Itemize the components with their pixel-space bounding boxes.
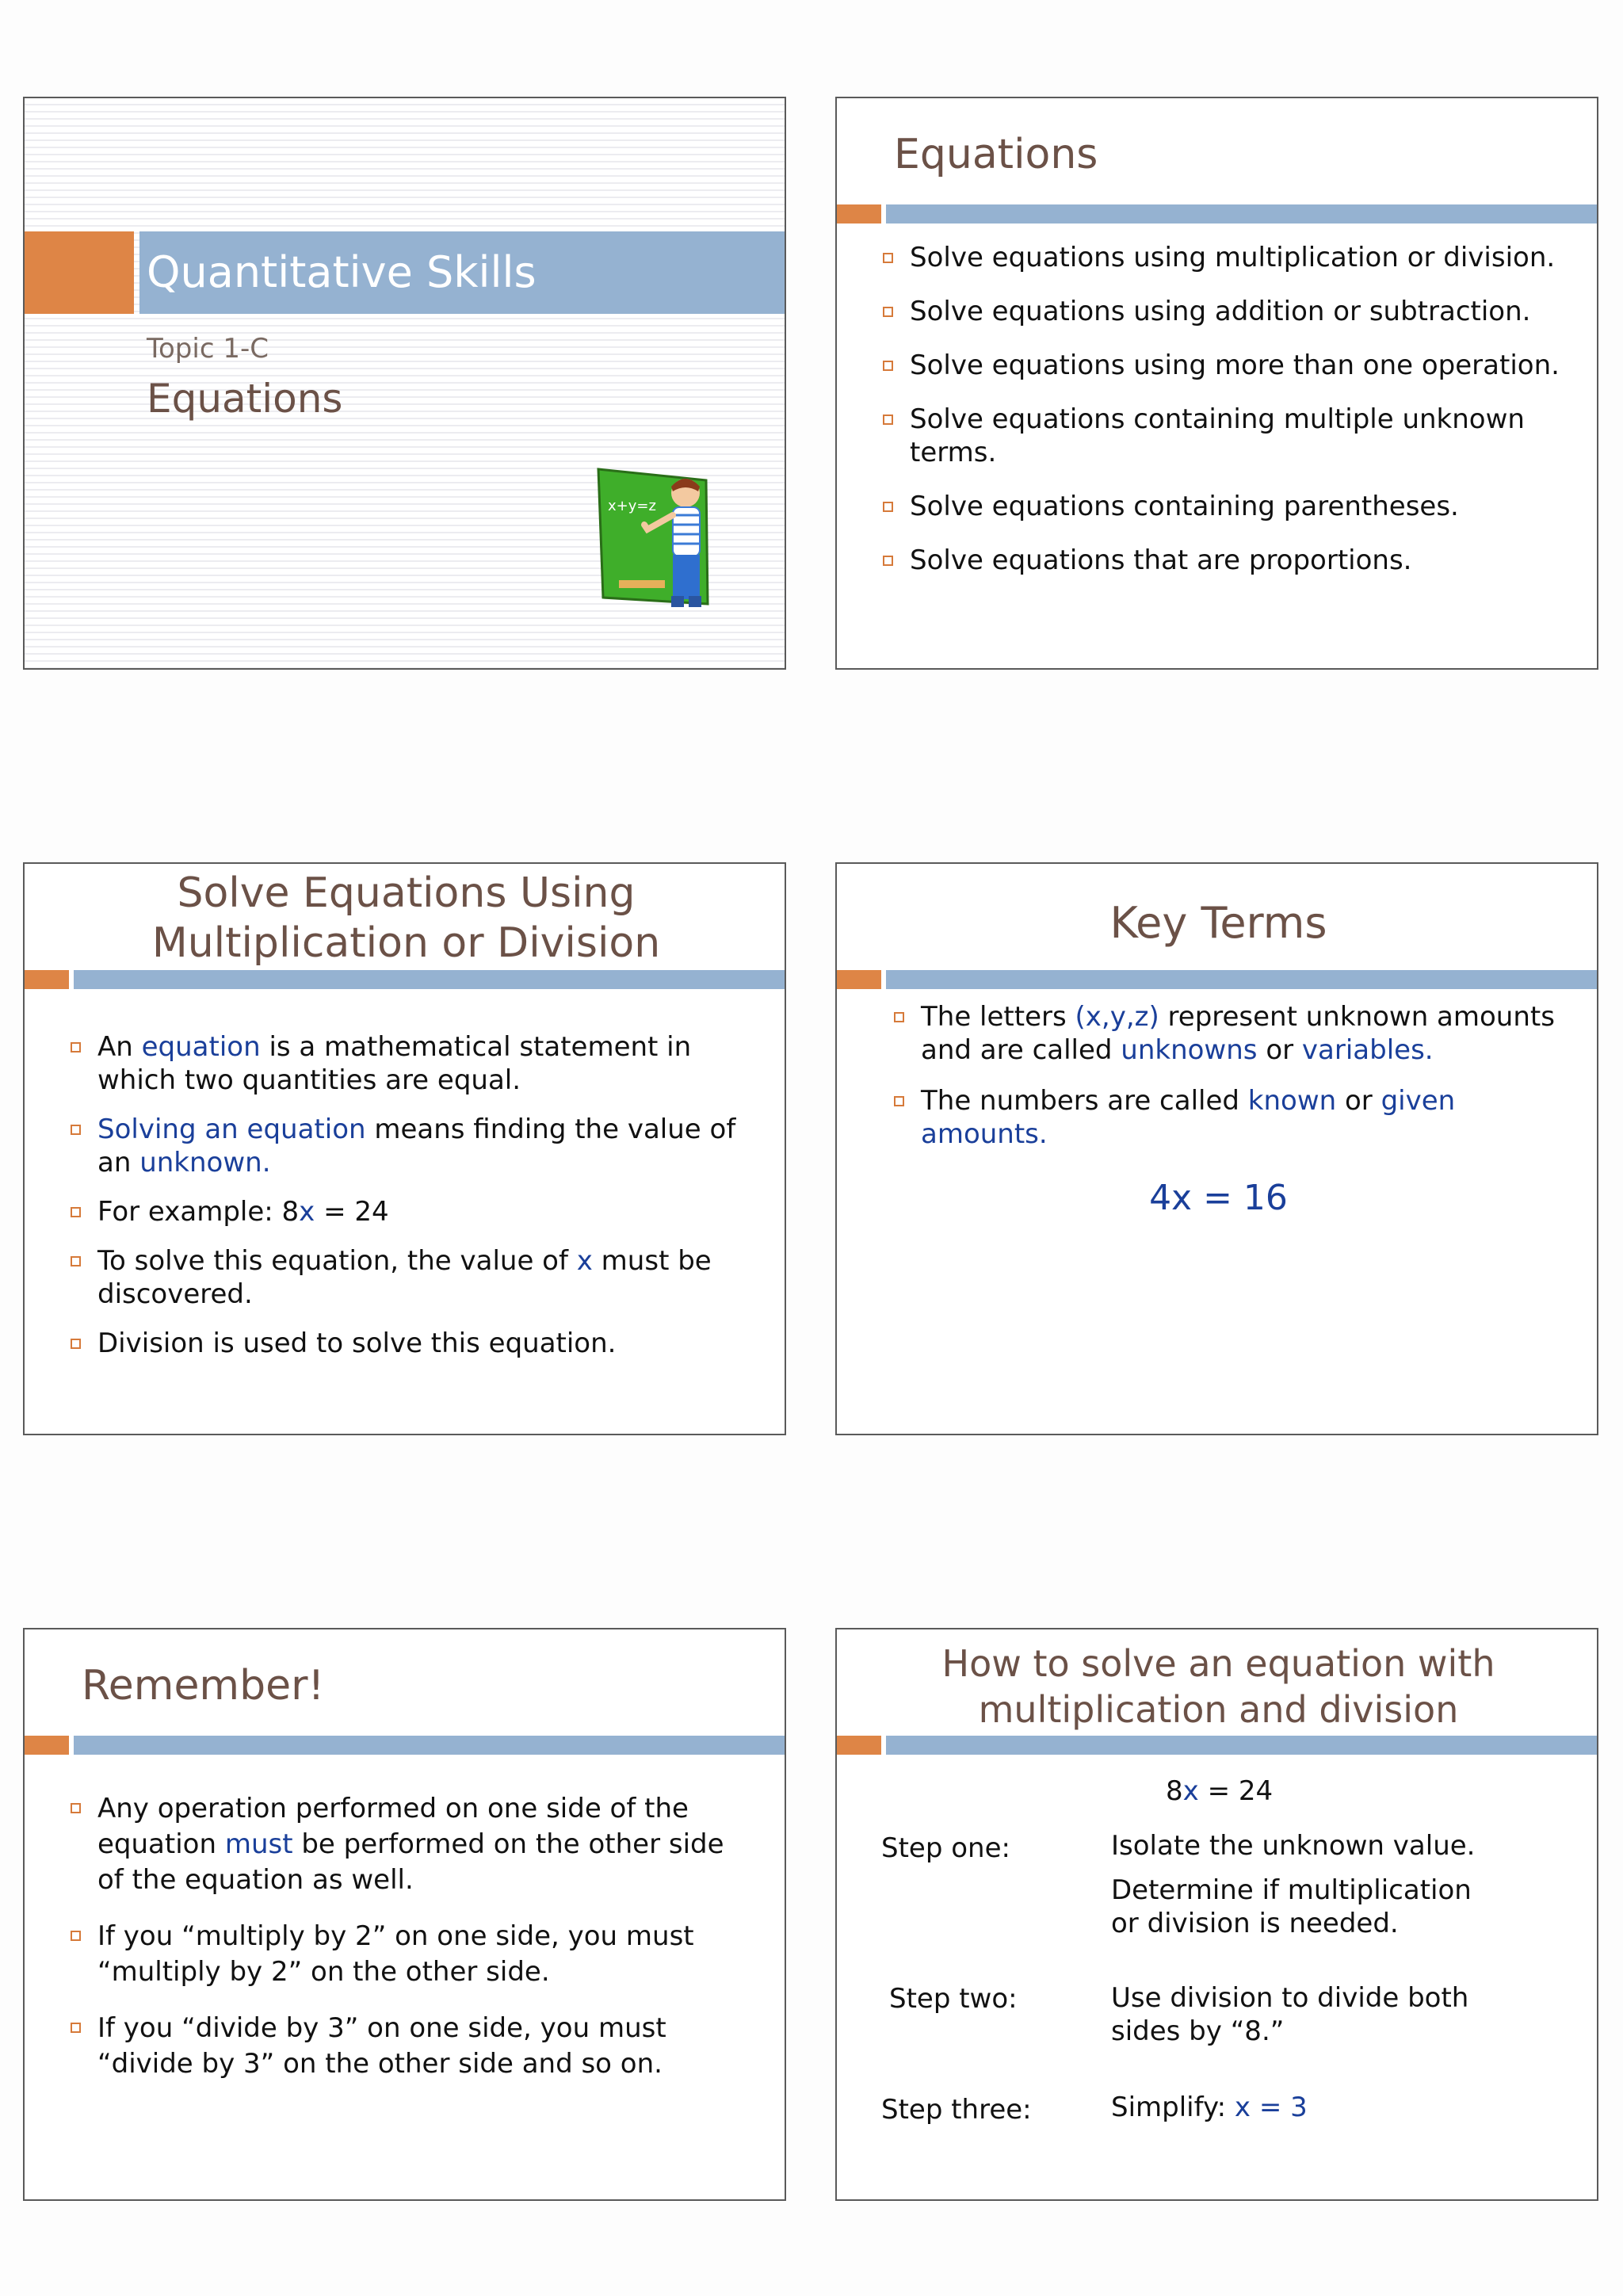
accent-blue-bar [74, 1736, 786, 1755]
slide-how-to-solve [835, 1628, 1598, 2201]
bullet-icon [71, 1207, 81, 1217]
step-one-detail: Determine if multiplication or division is needed. [1111, 1874, 1472, 1939]
list-item: Solving an equation means finding the value of an unknown. [71, 1113, 744, 1179]
step-three-text: Simplify: x = 3 [1111, 2092, 1308, 2123]
step-three-label: Step three: [881, 2094, 1032, 2126]
accent-orange-bar [25, 1736, 69, 1755]
accent-blue-bar [886, 970, 1598, 989]
list-item: Solve equations using addition or subtraction. [883, 295, 1580, 328]
bullet-icon [883, 556, 893, 566]
list-item: Solve equations using multiplication or division. [883, 241, 1580, 274]
list-item: For example: 8x = 24 [71, 1195, 744, 1228]
list-item: Solve equations using more than one operation. [883, 349, 1580, 382]
bullet-icon [894, 1012, 904, 1022]
accent-blue-bar [886, 1736, 1598, 1755]
list-item: Solve equations containing multiple unknown terms. [883, 403, 1580, 469]
slide-remember [23, 1628, 786, 2201]
topic-label: Topic 1-C [147, 333, 269, 365]
slide-multiplication-division [23, 862, 786, 1435]
accent-blue-bar [886, 204, 1598, 223]
accent-blue-bar [74, 970, 786, 989]
accent-orange-bar [25, 970, 69, 989]
step-two-label: Step two: [889, 1983, 1018, 2015]
bullet-icon [883, 253, 893, 263]
teacher-illustration [597, 463, 724, 629]
bullet-icon [71, 1803, 81, 1813]
accent-orange-bar [837, 970, 881, 989]
slide-title: Remember! [82, 1662, 325, 1710]
presentation-subtitle: Equations [147, 376, 343, 422]
objectives-list [883, 241, 1580, 577]
presentation-title: Quantitative Skills [147, 247, 537, 297]
list-item: Solve equations that are proportions. [883, 544, 1580, 577]
example-equation: 8x = 24 [1166, 1775, 1274, 1807]
list-item: Any operation performed on one side of the equation must be performed on the other side of the equation as well. [71, 1791, 744, 1898]
key-terms-list [894, 1000, 1575, 1151]
step-one-label: Step one: [881, 1832, 1010, 1864]
list-item: The numbers are called known or given amounts. [894, 1084, 1575, 1151]
list-item: To solve this equation, the value of x must be discovered. [71, 1244, 744, 1311]
bullet-icon [71, 1042, 81, 1052]
list-item: If you “divide by 3” on one side, you must “divide by 3” on the other side and so on. [71, 2011, 744, 2082]
bullet-icon [883, 415, 893, 425]
list-item: Solve equations containing parentheses. [883, 490, 1580, 523]
accent-orange-bar [837, 204, 881, 223]
step-one-text: Isolate the unknown value. [1111, 1830, 1476, 1862]
accent-orange-bar [837, 1736, 881, 1755]
bullet-icon [883, 361, 893, 371]
slide-title [23, 97, 786, 670]
definition-list [71, 1030, 744, 1360]
example-equation: 4x = 16 [1149, 1178, 1288, 1218]
bullet-icon [71, 1339, 81, 1349]
slide-title: Key Terms [1109, 898, 1327, 948]
bullet-icon [894, 1096, 904, 1106]
step-two-text: Use division to divide both sides by “8.” [1111, 1982, 1469, 2047]
list-item: The letters (x,y,z) represent unknown amounts and are called unknowns or variables. [894, 1000, 1575, 1067]
rules-list [71, 1791, 744, 2082]
list-item: Division is used to solve this equation. [71, 1327, 744, 1360]
slide-title: How to solve an equation with multiplication and division [941, 1642, 1495, 1731]
bullet-icon [71, 1256, 81, 1266]
slide-title: Solve Equations Using Multiplication or Division [151, 869, 661, 968]
slide-key-terms [835, 862, 1598, 1435]
bullet-icon [71, 2023, 81, 2033]
list-item: An equation is a mathematical statement in which two quantities are equal. [71, 1030, 744, 1097]
board-text: x+y=z [608, 498, 656, 514]
title-accent-orange [25, 231, 134, 314]
bullet-icon [883, 502, 893, 512]
slide-equations-objectives [835, 97, 1598, 670]
list-item: If you “multiply by 2” on one side, you must “multiply by 2” on the other side. [71, 1919, 744, 1990]
bullet-icon [71, 1931, 81, 1941]
slide-title: Equations [894, 131, 1098, 178]
bullet-icon [883, 307, 893, 317]
bullet-icon [71, 1125, 81, 1135]
